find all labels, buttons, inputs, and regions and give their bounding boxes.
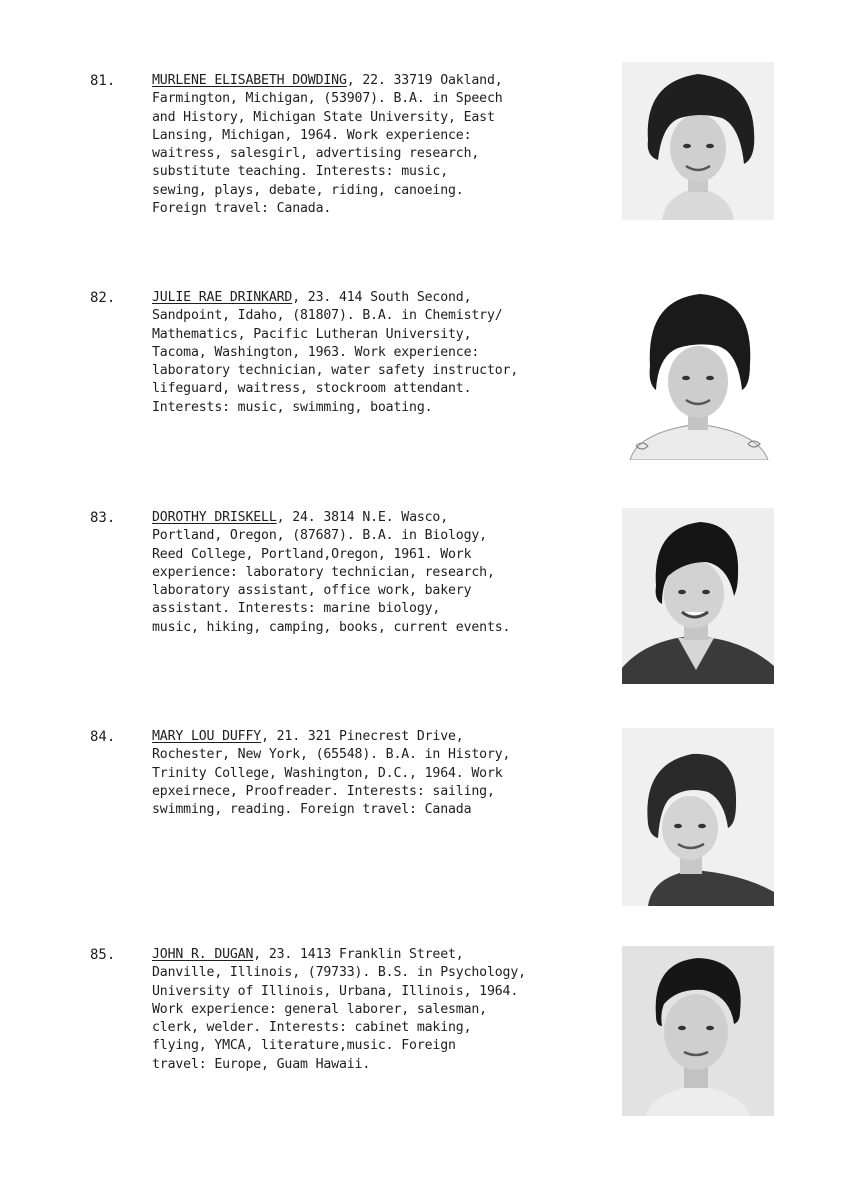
entry-line: substitute teaching. Interests: music, xyxy=(152,164,449,180)
entry-text xyxy=(152,289,592,417)
portrait-photo-84 xyxy=(622,728,774,906)
entry-line: and History, Michigan State University, East xyxy=(152,109,495,125)
entry-line: clerk, welder. Interests: cabinet making, xyxy=(152,1020,472,1036)
entry-line: Lansing, Michigan, 1964. Work experience: xyxy=(152,127,472,143)
entry-text xyxy=(152,946,592,1074)
entry-line: laboratory assistant, office work, bakery xyxy=(152,583,472,599)
entry-line: University of Illinois, Urbana, Illinois, 1964. xyxy=(152,983,519,999)
entry-line: Trinity College, Washington, D.C., 1964. Work xyxy=(152,765,503,781)
entry-name: JOHN R. DUGAN xyxy=(152,947,254,962)
entry-text xyxy=(152,728,592,819)
portrait-woman-icon xyxy=(622,286,774,460)
entry-first-line xyxy=(152,289,592,307)
entry-line: assistant. Interests: marine biology, xyxy=(152,601,441,617)
entry-line: Sandpoint, Idaho, (81807). B.A. in Chemistry/ xyxy=(152,308,503,324)
entry-line: travel: Europe, Guam Hawaii. xyxy=(152,1056,371,1072)
entry-line: music, hiking, camping, books, current events. xyxy=(152,619,511,635)
portrait-woman-icon xyxy=(622,508,774,684)
portrait-photo-81 xyxy=(622,62,774,220)
entry-line: lifeguard, waitress, stockroom attendant. xyxy=(152,381,472,397)
portrait-woman-icon xyxy=(622,728,774,906)
portrait-woman-icon xyxy=(622,62,774,220)
entry-line: Farmington, Michigan, (53907). B.A. in Speech xyxy=(152,91,503,107)
entry-line: Interests: music, swimming, boating. xyxy=(152,399,433,415)
entry-line: epxeirnece, Proofreader. Interests: sailing, xyxy=(152,783,495,799)
entry-age-address: , 24. 3814 N.E. Wasco, xyxy=(276,510,449,525)
portrait-man-icon xyxy=(622,946,774,1116)
portrait-photo-83 xyxy=(622,508,774,684)
portrait-photo-85 xyxy=(622,946,774,1116)
entry-age-address: , 23. 414 South Second, xyxy=(292,290,472,305)
entry-number: 85. xyxy=(90,947,116,963)
entry-number: 82. xyxy=(90,290,116,306)
entry-first-line xyxy=(152,728,592,746)
entry-name: DOROTHY DRISKELL xyxy=(152,510,277,525)
entry-line: Reed College, Portland,Oregon, 1961. Work xyxy=(152,546,472,562)
entry-name: JULIE RAE DRINKARD xyxy=(152,290,293,305)
entry-age-address: , 22. 33719 Oakland, xyxy=(346,73,503,88)
entry-name: MARY LOU DUFFY xyxy=(152,729,262,744)
entry-age-address: , 23. 1413 Franklin Street, xyxy=(253,947,464,962)
entry-first-line xyxy=(152,72,592,90)
portrait-photo-82 xyxy=(622,286,774,460)
entry-line: laboratory technician, water safety instructor, xyxy=(152,363,519,379)
entry-line: Danville, Illinois, (79733). B.S. in Psychology, xyxy=(152,965,526,981)
entry-line: Rochester, New York, (65548). B.A. in History, xyxy=(152,747,511,763)
entry-line: Tacoma, Washington, 1963. Work experience: xyxy=(152,344,480,360)
entry-first-line xyxy=(152,946,592,964)
entry-line: Foreign travel: Canada. xyxy=(152,201,332,217)
entry-text xyxy=(152,72,592,218)
entry-number: 83. xyxy=(90,510,116,526)
entry-line: Work experience: general laborer, salesman, xyxy=(152,1001,487,1017)
entry-text xyxy=(152,509,592,637)
entry-number: 81. xyxy=(90,73,116,89)
entry-line: flying, YMCA, literature,music. Foreign xyxy=(152,1038,456,1054)
entry-age-address: , 21. 321 Pinecrest Drive, xyxy=(261,729,464,744)
entry-line: experience: laboratory technician, research, xyxy=(152,564,495,580)
entry-line: Mathematics, Pacific Lutheran University, xyxy=(152,326,472,342)
entry-number: 84. xyxy=(90,729,116,745)
entry-line: Portland, Oregon, (87687). B.A. in Biology, xyxy=(152,528,487,544)
entry-name: MURLENE ELISABETH DOWDING xyxy=(152,73,347,88)
entry-line: sewing, plays, debate, riding, canoeing. xyxy=(152,182,464,198)
entry-line: swimming, reading. Foreign travel: Canada xyxy=(152,802,472,818)
entry-first-line xyxy=(152,509,592,527)
entry-line: waitress, salesgirl, advertising research, xyxy=(152,146,480,162)
